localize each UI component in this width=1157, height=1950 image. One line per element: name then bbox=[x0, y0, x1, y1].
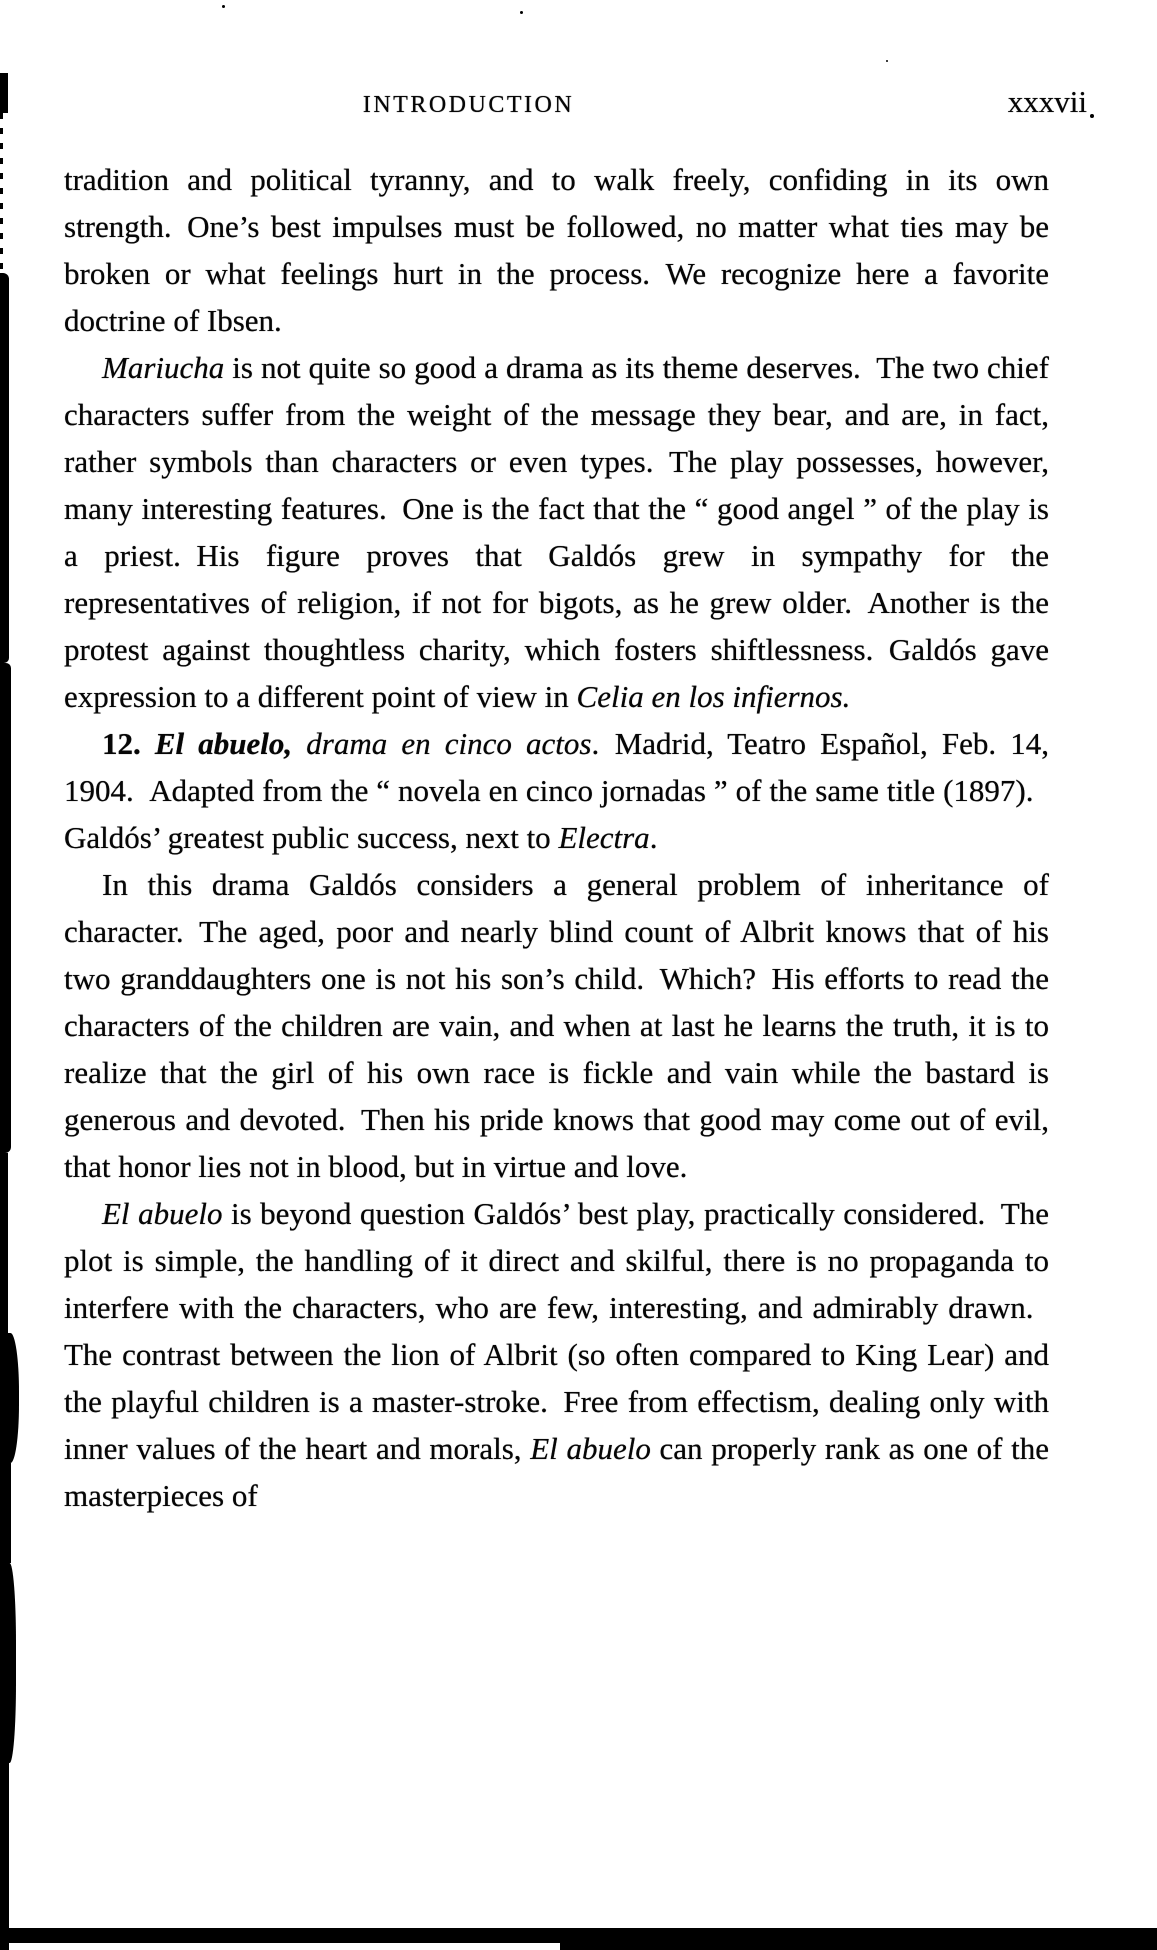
text-segment: drama en cinco actos bbox=[292, 726, 592, 761]
text-segment: In this drama Galdós considers a general problem of inheritance of character. The aged, poor and nearly blind count of Albrit knows that of his two granddaughters one is not his son’s child. Which? His efforts to read the characters of the children are vain, and when at last he learns the truth, it is to realize that the girl of his own race is fickle and vain while the bastard is generous and devoted. Then his pride knows that good may come out of evil, that honor lies not in blood, but in virtue and love. bbox=[64, 867, 1049, 1184]
text-segment: Electra bbox=[558, 820, 650, 855]
scan-edge-artifact bbox=[0, 113, 3, 273]
text-segment: Celia en los infiernos. bbox=[576, 679, 851, 714]
scan-edge-artifact bbox=[0, 1153, 8, 1335]
text-segment: . Madrid, Teatro Español, Feb. 14, 1904. Adapted from the “ novela en cinco jornadas ” of the same title (1897). Galdós’ greatest public success, next to bbox=[64, 726, 1049, 855]
scan-edge-artifact bbox=[0, 1333, 19, 1463]
text-segment: El abuelo, bbox=[154, 726, 293, 761]
scan-speck bbox=[1090, 114, 1094, 118]
scan-edge-artifact bbox=[0, 73, 8, 113]
page-title: INTRODUCTION bbox=[362, 92, 575, 118]
text-segment: El abuelo bbox=[530, 1431, 651, 1466]
paragraph bbox=[64, 344, 1049, 720]
scan-speck bbox=[520, 11, 523, 14]
paragraph bbox=[64, 156, 1049, 344]
scan-edge-artifact bbox=[0, 1563, 16, 1763]
paragraph bbox=[64, 861, 1049, 1190]
scan-edge-artifact bbox=[0, 273, 9, 663]
scan-bottom-bar bbox=[560, 1928, 1157, 1950]
page-number: xxxvii bbox=[1007, 84, 1087, 119]
paragraph bbox=[64, 1190, 1049, 1519]
scan-speck bbox=[886, 60, 888, 62]
scan-edge-artifact bbox=[0, 663, 11, 1153]
scan-edge-artifact bbox=[0, 1463, 11, 1563]
text-segment: tradition and political tyranny, and to walk freely, confiding in its own strength. One’s best impulses must be followed, no matter what ties may be broken or what feelings hurt in the process. We recognize here a favorite doctrine of Ibsen. bbox=[64, 162, 1049, 338]
scan-edge-artifact bbox=[0, 1763, 9, 1950]
paragraph bbox=[64, 720, 1049, 861]
text-segment: is not quite so good a drama as its theme deserves. The two chief characters suffer from the weight of the message they bear, and are, in fact, rather symbols than characters or even types. The play possesses, however, many interesting features. One is the fact that the “ good angel ” of the play is a priest. His figure proves that Galdós grew in sympathy for the representatives of religion, if not for bigots, as he grew older. Another is the protest against thoughtless charity, which fosters shiftlessness. Galdós gave expression to a different point of view in bbox=[64, 350, 1049, 714]
text-segment: 12. bbox=[102, 726, 155, 761]
running-header bbox=[64, 84, 1087, 134]
text-segment: Mariucha bbox=[102, 350, 225, 385]
text-segment: . bbox=[649, 820, 658, 855]
text-segment: is beyond question Galdós’ best play, practically considered. The plot is simple, the handling of it direct and skilful, there is no propaganda to interfere with the characters, who are few, interesting, and admirably drawn. The contrast between the lion of Albrit (so often compared to King Lear) and the playful children is a master-stroke. Free from effectism, dealing only with inner values of the heart and morals, bbox=[64, 1196, 1050, 1466]
text-segment: El abuelo bbox=[102, 1196, 223, 1231]
type-area bbox=[64, 84, 1087, 1519]
text-segment: can properly rank as one of the masterpieces of bbox=[64, 1431, 1050, 1513]
scan-speck bbox=[222, 5, 225, 8]
page-body bbox=[64, 156, 1049, 1519]
